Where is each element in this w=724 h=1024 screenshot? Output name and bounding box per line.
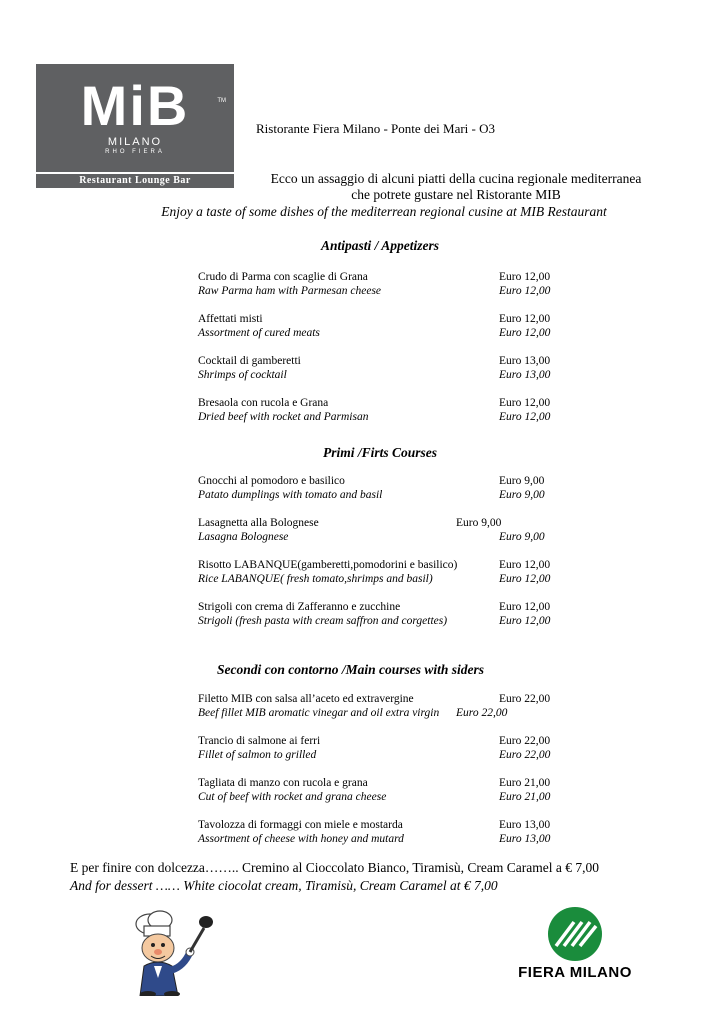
item-name-en: Dried beef with rocket and Parmisan	[198, 411, 369, 423]
item-name-en: Lasagna Bolognese	[198, 531, 289, 543]
item-price-it: Euro 12,00	[499, 559, 551, 571]
item-name-en: Strigoli (fresh pasta with cream saffron and corgettes)	[198, 615, 448, 627]
menu-item	[198, 600, 588, 628]
menu-item	[198, 692, 588, 720]
item-price-en: Euro 13,00	[499, 369, 551, 381]
item-price-en: Euro 12,00	[499, 573, 551, 585]
item-name-it: Strigoli con crema di Zafferanno e zucchine	[198, 601, 401, 613]
logo-city: MILANO	[107, 136, 163, 148]
intro-italian	[246, 171, 666, 203]
fiera-milano-logo-icon	[512, 906, 638, 964]
item-price-en: Euro 12,00	[499, 327, 551, 339]
item-name-it: Gnocchi al pomodoro e basilico	[198, 475, 345, 487]
item-price-it: Euro 9,00	[456, 517, 502, 529]
chef-mascot-icon	[120, 908, 214, 996]
item-price-it: Euro 13,00	[499, 819, 551, 831]
section-title-primi: Primi /Firts Courses	[323, 445, 438, 460]
item-price-en: Euro 21,00	[499, 791, 551, 803]
item-name-en: Shrimps of cocktail	[198, 369, 287, 381]
menu-item	[198, 734, 588, 762]
section-title-secondi: Secondi con contorno /Main courses with siders	[217, 662, 485, 677]
dessert-english: And for dessert …… White ciocolat cream, Tiramisù, Cream Caramel at € 7,00	[70, 878, 498, 893]
logo-trademark: TM	[217, 98, 226, 104]
item-price-it: Euro 21,00	[499, 777, 551, 789]
menu-item	[198, 558, 588, 586]
item-price-it: Euro 13,00	[499, 355, 551, 367]
menu-item	[198, 270, 588, 298]
section-title-antipasti: Antipasti / Appetizers	[321, 238, 440, 253]
item-name-en: Raw Parma ham with Parmesan cheese	[198, 285, 382, 297]
menu-item	[198, 312, 588, 340]
item-name-it: Filetto MIB con salsa all’aceto ed extravergine	[198, 693, 414, 705]
dessert-italian: E per finire con dolcezza…….. Cremino al Cioccolato Bianco, Tiramisù, Cream Caramel a € 7,00	[70, 860, 599, 875]
item-price-it: Euro 12,00	[499, 397, 551, 409]
fiera-milano-logo	[512, 906, 638, 986]
item-name-en: Patato dumplings with tomato and basil	[198, 489, 383, 501]
item-name-it: Lasagnetta alla Bolognese	[198, 517, 319, 529]
item-name-en: Assortment of cheese with honey and mutard	[198, 833, 404, 845]
menu-item	[198, 776, 588, 804]
item-name-en: Fillet of salmon to grilled	[198, 749, 317, 761]
item-name-it: Cocktail di gamberetti	[198, 355, 301, 367]
item-name-it: Bresaola con rucola e Grana	[198, 397, 329, 409]
item-name-it: Risotto LABANQUE(gamberetti,pomodorini e basilico)	[198, 559, 458, 571]
item-price-en: Euro 13,00	[499, 833, 551, 845]
menu-item	[198, 818, 588, 846]
item-price-it: Euro 12,00	[499, 601, 551, 613]
restaurant-location: Ristorante Fiera Milano - Ponte dei Mari - O3	[256, 121, 496, 136]
item-name-it: Tavolozza di formaggi con miele e mostarda	[198, 819, 403, 831]
item-price-en: Euro 12,00	[499, 615, 551, 627]
intro-italian-line1: Ecco un assaggio di alcuni piatti della cucina regionale mediterranea	[270, 171, 642, 186]
item-price-it: Euro 22,00	[499, 735, 551, 747]
logo-subtitle: RHO FIERA	[105, 149, 165, 155]
logo-tagline: Restaurant Lounge Bar	[36, 172, 234, 188]
item-name-en: Beef fillet MIB aromatic vinegar and oil extra virgin	[198, 707, 440, 719]
intro-english: Enjoy a taste of some dishes of the mediterrean regional cusine at MIB Restaurant	[161, 204, 607, 219]
item-name-en: Assortment of cured meats	[198, 327, 320, 339]
item-name-en: Cut of beef with rocket and grana cheese	[198, 791, 387, 803]
item-price-en: Euro 9,00	[499, 531, 545, 543]
menu-item	[198, 474, 588, 502]
menu-item	[198, 516, 588, 544]
item-price-en: Euro 22,00	[499, 749, 551, 761]
logo-brand: MiB	[80, 74, 190, 137]
item-price-en: Euro 22,00	[456, 707, 508, 719]
fiera-milano-text: FIERA MILANO	[518, 964, 632, 981]
menu-item	[198, 354, 588, 382]
item-name-it: Affettati misti	[198, 313, 263, 325]
intro-italian-line2: che potrete gustare nel Ristorante MIB	[351, 187, 561, 202]
mib-logo	[36, 64, 234, 188]
item-name-it: Crudo di Parma con scaglie di Grana	[198, 271, 368, 283]
item-name-en: Rice LABANQUE( fresh tomato,shrimps and basil)	[198, 573, 433, 585]
item-price-it: Euro 12,00	[499, 313, 551, 325]
item-price-en: Euro 12,00	[499, 411, 551, 423]
item-price-it: Euro 9,00	[499, 475, 545, 487]
item-price-en: Euro 12,00	[499, 285, 551, 297]
item-price-it: Euro 22,00	[499, 693, 551, 705]
item-name-it: Trancio di salmone ai ferri	[198, 735, 321, 747]
item-price-en: Euro 9,00	[499, 489, 545, 501]
item-price-it: Euro 12,00	[499, 271, 551, 283]
menu-item	[198, 396, 588, 424]
item-name-it: Tagliata di manzo con rucola e grana	[198, 777, 368, 789]
